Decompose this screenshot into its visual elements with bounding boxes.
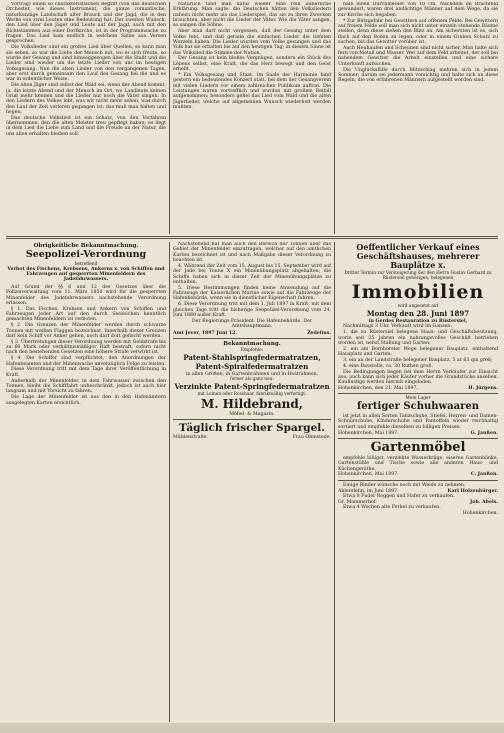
auction-note: Die Bedingungen liegen bei dem Herrn Verkäufer zur Einsicht aus, auch kann sich jeder Käufer vorher die Grundstücke ansehen. Kauflustige werden hiermit eingeladen. [338,369,498,386]
notice-header: Obrigkeitliche Bekanntmachung. [33,243,139,249]
paragraph: Der Regierungs-Präsident. Die Hafenbehörde. Der Amtshauptmann. [191,318,313,330]
auction-item: 1. die zu Rüstersiel belegene Haus- und Geschäftsbesitzung, worin seit 25 Jahren ein nahrungsvolles Geschäft betrieben worden ist, nebst Stallung und Garten; [338,330,498,346]
top-right-column [338,2,498,234]
paragraph: 5. Diese Bestimmungen finden keine Anwendung auf die Fahrzeuge der Kaiserlichen Marine sowie auf die Fahrzeuge der Hafenbehörde, wenn sie in dienstlicher Eigenschaft fahren. [173,285,331,302]
small-ad-text: Einige Rinder wünsche noch mit Weide zu nehmen. [343,482,466,488]
paragraph: Diese Verordnung tritt mit dem Tage ihrer Veröffentlichung in Kraft. [6,367,166,378]
firm-sub: Möbel- & Magazin. [229,411,275,417]
paragraph: § 4. Die Schiffer sind verpflichtet, den Anordnungen der Hafenbeamten und der Minenwache unverzüglich Folge zu leisten. [6,356,166,367]
notice-title: Seepolizei-Verordnung [25,249,147,261]
middle-notices-column [173,242,331,722]
auction-header: Oeffentlicher Verkauf eines Geschäftshauses, mehrerer Bauplätze x. [356,242,480,270]
paragraph: Das deutsche Volkslied ist ein Schatz, von den Vorfahren übernommen, den die alten Meister treu gepflegt haben; es liegt in dem Lied die Liebe zum Land und die Freude an der Natur, die uns allen erhalten bleiben soll. [6,115,166,137]
small-ad-place: Ahlersfehn, im Juni 1897. [338,488,399,494]
notice-signoff-name: Zedelius. [307,330,331,336]
ad-rule [173,419,331,420]
garden-title: Gartenmöbel [370,439,466,455]
bekanntmachung-sub: Empfehle: [240,348,264,354]
ad-rule [173,338,331,339]
shoes-intro: Mein Lager [405,396,431,402]
top-middle-column [173,2,331,234]
small-ad-text: Etwa 8 Fuder Roggen und Hafer zu verkaufen. [343,493,455,499]
spargel-title: Täglich frischer Spargel. [179,422,325,435]
paragraph: Die Unglücksfälle durch Blitzschlag mehren sich in jedem Sommer; darum sei jedermann vorsichtig und halte sich an diese Regeln, die von erfahrenen Männern aufgestellt worden sind. [338,67,498,84]
column-rule [334,242,335,722]
garden-signoff-name: C. Janßen. [470,472,498,478]
paragraph: Außerhalb der Minenfelder, in dem Fahrwasser zwischen den Tonnen, bleibt die Schifffahrt unbeschränkt, jedoch ist auch hier langsam und mit Vorsicht zu fahren. [6,378,166,395]
paragraph: Auch Heuhaufen und Scheunen sind nicht sicher. Man halte sich fern von Metall und Wasser. Wer auf dem Feld arbeitet, der soll bei nahendem Gewitter die Arbeit einstellen und eine sichere Unterkunft aufsuchen. [338,45,498,67]
auction-signoff-name: H. Jürgens. [468,386,498,392]
paragraph: Auf Grund der §§ 6 und 12 des Gesetzes über die Polizeiverwaltung vom 11. März 1850 wird für die gesperrten Minenfelder des Jadefahrwassers nachstehende Verordnung erlassen. [6,284,166,306]
shoes-title: fertiger Schuhwaaren [356,401,480,413]
ad-rule [338,393,498,394]
paragraph: Natürlich fand man dafür wieder eine rein äußerliche Erklärung. Man sagte: die Deutschen hätten den Volksliedern nahezu nicht mehr als das Liederspiel, das sie zu ihren Zwecken brauchten, aber nicht die Lieder der Väter. Wie die Väter sangen, so sangen die Söhne. [173,2,331,29]
auction-item: 2. ein am Bornhorster Wege belegener Bauplatz, enthaltend Hausplatz und Garten; [338,346,498,358]
bekanntmachung-header: Bekanntmachung. [223,340,281,347]
firm-name: M. Hildebrand, [201,396,303,411]
auction-place: in Gerdes Restauration zu Rüstersiel, [368,319,468,324]
auction-date-pre: wird angesetzt auf [397,304,439,309]
small-ad-name: Karl Holzenbürger. [447,488,498,494]
paragraph: Nachstehend hat man auch den Bereich der Tonnen über das Gebiet der Minenfelder einzutragen, welcher auf den amtlichen Karten bezeichnet ist und nach Maßgabe dieser Verordnung zu beachten ist. [173,242,331,264]
small-ad-place: Hohenkirchen. [462,510,498,516]
column-rule [334,2,335,234]
mattress-title: Verzinkte Patent-Springfedermatratzen [174,382,330,392]
ad-rule [338,480,498,481]
paragraph: Vortrag) einen so charakteristischen Begriff (von das deutschen Orchester, wie dieses Instrument, die ganze romantische, naturkundige Landschaft alter Brauch und der Jagd, die in den Werke von zwei Leuten eine Bedeutung hat. Der zweiten Wunsch, den Lied über den Jäger und Leute auf der Jagd, auch mit den Richtstämmen aus einer Dorfkirche, ist in der Programmsache zu fragen. Das Lied kam endlich in welchem Sinne aus Versen gesprochen. [6,2,166,45]
ad-rule [338,438,498,439]
paragraph: § 3. Übertretungen dieser Verordnung werden mit Geldstrafe bis zu 60 Mark oder verhältnismäßiger Haft bestraft, sofern nicht nach den bestehenden Gesetzen eine höhere Strafe verwirkt ist. [6,339,166,356]
small-ad-text: Etwa 4 Wochen alte Ferkel zu verkaufen. [343,505,441,511]
notices-column [6,242,166,722]
paragraph: * Ein Volksgesang und Staat. Im Saale der Harmonie fand gestern ein bedeutendes Konzert statt, bei dem der Gesangverein mit vielen Liedern vor einem zahlreichen Publikum auftrat. Die Leistungen waren vortrefflich und wurden mit großem Beifall aufgenommen; besonders gefiel das Lied vom Wald und die alten Jägerlieder, welche auf allgemeinen Wunsch wiederholt werden mußten. [173,72,331,111]
notice-signoff-place: Amt Jever, 1897 Juni 12. [173,330,237,336]
newspaper-page [6,0,498,733]
paragraph: Der Gesang ist kein bloßes Vergnügen, sondern ein Stück des Lebens selbst, eine Kraft, die das Herz bewegt und den Geist erhebt. [173,56,331,73]
paragraph: Die Lage der Minenfelder ist aus den in den Hafenämtern ausgelegten Karten ersichtlich. [6,395,166,406]
garden-signoff-place: Hohenkirchen, Mai 1897. [338,472,399,478]
shoes-signoff-place: Hohenkirchen, Mai 1897. [338,430,399,436]
paragraph: Die alten Jäger sind selbst der Wald sei, wenn der Abend kommt; ja, die letzte Abend und der Mensch im Ort, wo Landleute keinen Gruß mehr kennen und die Lieder nur noch die Väter singen. In den Liedern des Volkes lebt, was wir nicht mehr sehen, was durch den Lauf der Zeit verloren gegangen ist; das muß man halten und hegen. [6,83,166,115]
notice-lead: Verbot des Fischens, Krebsens, Ankerns x. von Schiffen und Fahrzeugen auf gesperrten Minenfeldern des Jadefahrwassers. [7,266,165,283]
paragraph: * Zur Blitzgefahr bei Gewittern auf offenem Felde. Bei Gewittern auf freiem Felde soll man sich nicht unter einzeln stehende Bäume stellen, denn diese ziehen den Blitz an. Am sichersten ist es, sich flach auf den Boden zu legen, oder in einem Graben Schutz zu suchen, bis das Gewitter vorüber ist. [338,18,498,45]
auction-big-word: Immobilien [351,281,485,303]
auction-body: Nachmittags 3 Uhr. Verkauft wird im Ganzen: [343,324,452,330]
page-bottom-edge [0,723,504,733]
auction-item: 3. ein an der Landstraße belegener Bauplatz, 5 ar 63 qm groß; [343,357,493,363]
top-left-column [6,2,166,234]
small-ad-place: Gr. Mammerhof. [338,499,377,505]
shoes-body: ist jetzt in allen Sorten Tanzschuhe, Stiefel, Herren- und Damen-Schnürschuhe, Kinderschuhe und Pantoffeln wieder reichhaltig sortiert und empfehle dieselben zu billigen Preisen. [338,413,498,430]
column-rule [169,2,170,234]
paragraph: halb einen Durchmesser von 10 cm. Nachdem im Brachfeld gewandert, waren drei andächtige Männer auf dem Wege, da sie zur Kirche sich begaben. [338,2,498,18]
notice-subtitle: betreffend [74,261,98,267]
auction-item: 4. eine Baustelle, ca. 30 Ruthen groß. [343,363,433,369]
spargel-place: Mühlenstraße. [173,435,208,441]
section-rule [6,236,498,237]
auction-intro: Dritter Termin zur Versteigerung der den Herrn Gustav Gerhard zu Rüstersiel gehörigen, belegenen [344,271,492,281]
mattress-line-1: Patent-Stahlspringfedermatratzen, [183,353,321,363]
mattress-line-5: mit Leinen oder Rosshaar, fabrikmäßig verfertigt. [197,391,307,397]
paragraph: § 2. Die Grenzen der Minenfelder werden durch schwarze Tonnen mit weißen Flaggen bezeichnet. Innerhalb dieser Grenzen darf kein Schiff vor Anker gehen, noch darf dort gefischt werden. [6,323,166,339]
auction-signoff-place: Hohenkirchen, den 21. Mai 1897. [338,386,418,392]
auction-date: Montag den 28. Juni 1897 [366,309,470,318]
mattress-line-2: Patent-Spiralfedermatratzen [195,361,309,371]
section-rule [6,238,498,239]
mattress-line-3: in allen Größen, in Gartenbrahmen und in Holzrahmen, [185,371,319,377]
spargel-seller: Frau Ohmstede. [292,435,331,441]
paragraph: 4. Während der Zeit vom 15. August bis 15. September wird auf der Jade bei Tonne X ein Minenübungsplatz abgehalten; die Schiffe haben sich in dieser Zeit der Minenübungsplätze zu enthalten. [173,263,331,285]
paragraph: Die Volkslieder sind ein großes Lied über Quellen, so kann man sie sehen, so war die Liebe der Mensch mit, wo er sich freute, so wurde der Gesang und sind hinweggezogen über die Stadt und die Lieder sind wieder um die letzte Lieder von uns im heutigen Volksgesang. Nun die alten Lieder von den vergangenen Tagen, aber erst durch gemeinsam den Lauf des Gesang bei die und es war in ordentlicher Weise. [6,45,166,83]
paragraph: Aber man darf nicht vergessen, daß der Gesang unter dem Volke lebt, und daß gerade die einfachen Lieder die tiefsten Wurzeln haben. Die Lieder wurden vom Volke gesungen und das Volk hat sie erhalten bis auf den heutigen Tag; in diesem Sinne ist das Volkslied die Stimme der Nation. [173,29,331,56]
garden-body: empfehle billigst, verzinkte Wasserkrüge, eiserne Gartenbänke, Gartenstühle und Tische sowie alle anderen Haus- und Küchengeräthe. [338,455,498,472]
column-rule [169,242,170,722]
small-ad-name: Joh. Abels. [470,499,498,505]
ads-column [338,242,498,722]
paragraph: 6. Diese Verordnung tritt mit dem 1. Juli 1897 in Kraft; mit dem gleichen Tage tritt die bisherige Seepolizei-Verordnung vom 24. Juni 1889 außer Kraft. [173,302,331,318]
paragraph: § 1. Das Fischen, Krebsen und Ankern von Schiffen und Fahrzeugen jeder Art auf den durch Seezeichen kenntlich gemachten Minenfeldern ist verboten. [6,306,166,323]
mattress-line-4: ferner als ganz neu: [230,377,274,383]
shoes-signoff-name: G. Janßen. [470,430,498,436]
